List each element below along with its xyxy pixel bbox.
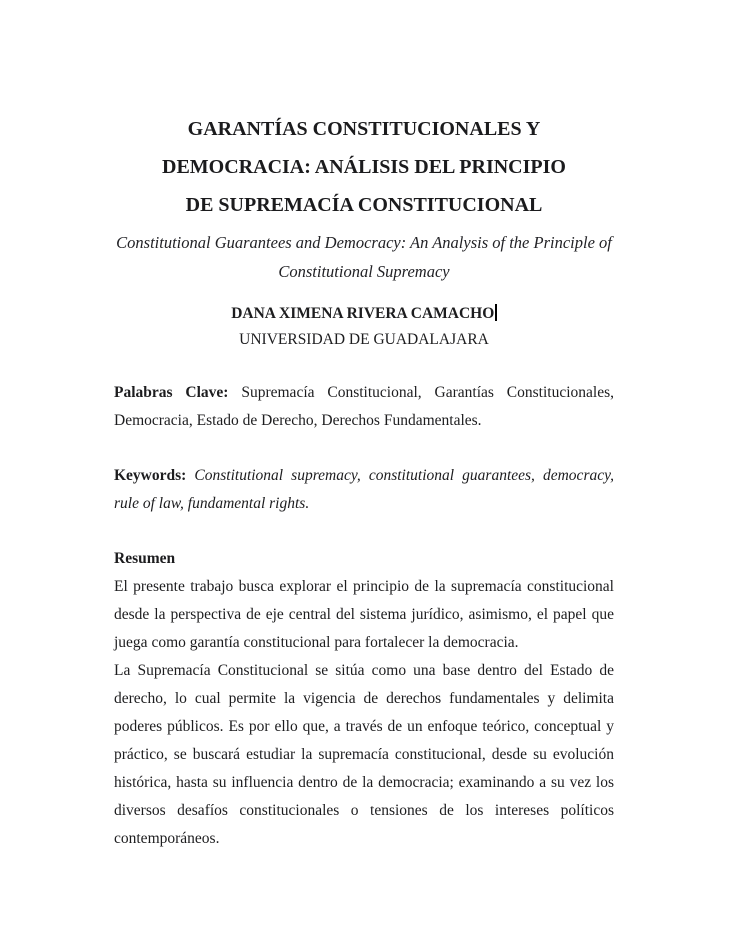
author-name-text: DANA XIMENA RIVERA CAMACHO bbox=[231, 305, 495, 322]
byline bbox=[114, 301, 614, 353]
keywords-spanish-label: Palabras Clave: bbox=[114, 384, 229, 401]
paper-subtitle-line-2: Constitutional Supremacy bbox=[278, 262, 450, 281]
document-content bbox=[114, 110, 614, 853]
paper-subtitle-line-1: Constitutional Guarantees and Democracy: An Analysis of the Principle of bbox=[116, 233, 612, 252]
paper-title-line-2: DEMOCRACIA: ANÁLISIS DEL PRINCIPIO bbox=[162, 156, 566, 178]
keywords-english-text: Constitutional supremacy, constitutional guarantees, democracy, rule of law, fundamental rights. bbox=[114, 467, 614, 512]
abstract-paragraph-1: El presente trabajo busca explorar el principio de la supremacía constitucional desde la perspectiva de eje central del sistema jurídico, asimismo, el papel que juega como garantía constitucional para fortalecer la democracia. bbox=[114, 578, 614, 651]
keywords-english-paragraph bbox=[114, 462, 614, 518]
text-cursor bbox=[495, 304, 497, 321]
keywords-spanish-text: Supremacía Constitucional, Garantías Constitucionales, Democracia, Estado de Derecho, Derechos Fundamentales. bbox=[114, 384, 614, 429]
keywords-english-label: Keywords: bbox=[114, 467, 187, 484]
paper-title[interactable] bbox=[114, 110, 614, 224]
abstract-heading: Resumen bbox=[114, 550, 176, 567]
paper-title-line-1: GARANTÍAS CONSTITUCIONALES Y bbox=[187, 118, 541, 140]
abstract-spanish-section[interactable] bbox=[114, 545, 614, 853]
abstract-paragraph-2: La Supremacía Constitucional se sitúa como una base dentro del Estado de derecho, lo cual permite la vigencia de derechos fundamentales y delimita poderes públicos. Es por ello que, a través de un enfoque teórico, conceptual y práctico, se buscará estudiar la supremacía constitucional, desde su evolución histórica, hasta su influencia dentro de la democracia; examinando a su vez los diversos desafíos constitucionales o tensiones de los intereses políticos contemporáneos. bbox=[114, 662, 614, 847]
keywords-english-section[interactable] bbox=[114, 462, 614, 518]
author-name[interactable] bbox=[114, 301, 614, 327]
paper-title-line-3: DE SUPREMACÍA CONSTITUCIONAL bbox=[185, 194, 543, 216]
paper-subtitle-english[interactable] bbox=[114, 228, 614, 286]
keywords-spanish-section[interactable] bbox=[114, 379, 614, 435]
keywords-spanish-paragraph bbox=[114, 379, 614, 435]
author-affiliation[interactable]: UNIVERSIDAD DE GUADALAJARA bbox=[239, 331, 489, 348]
